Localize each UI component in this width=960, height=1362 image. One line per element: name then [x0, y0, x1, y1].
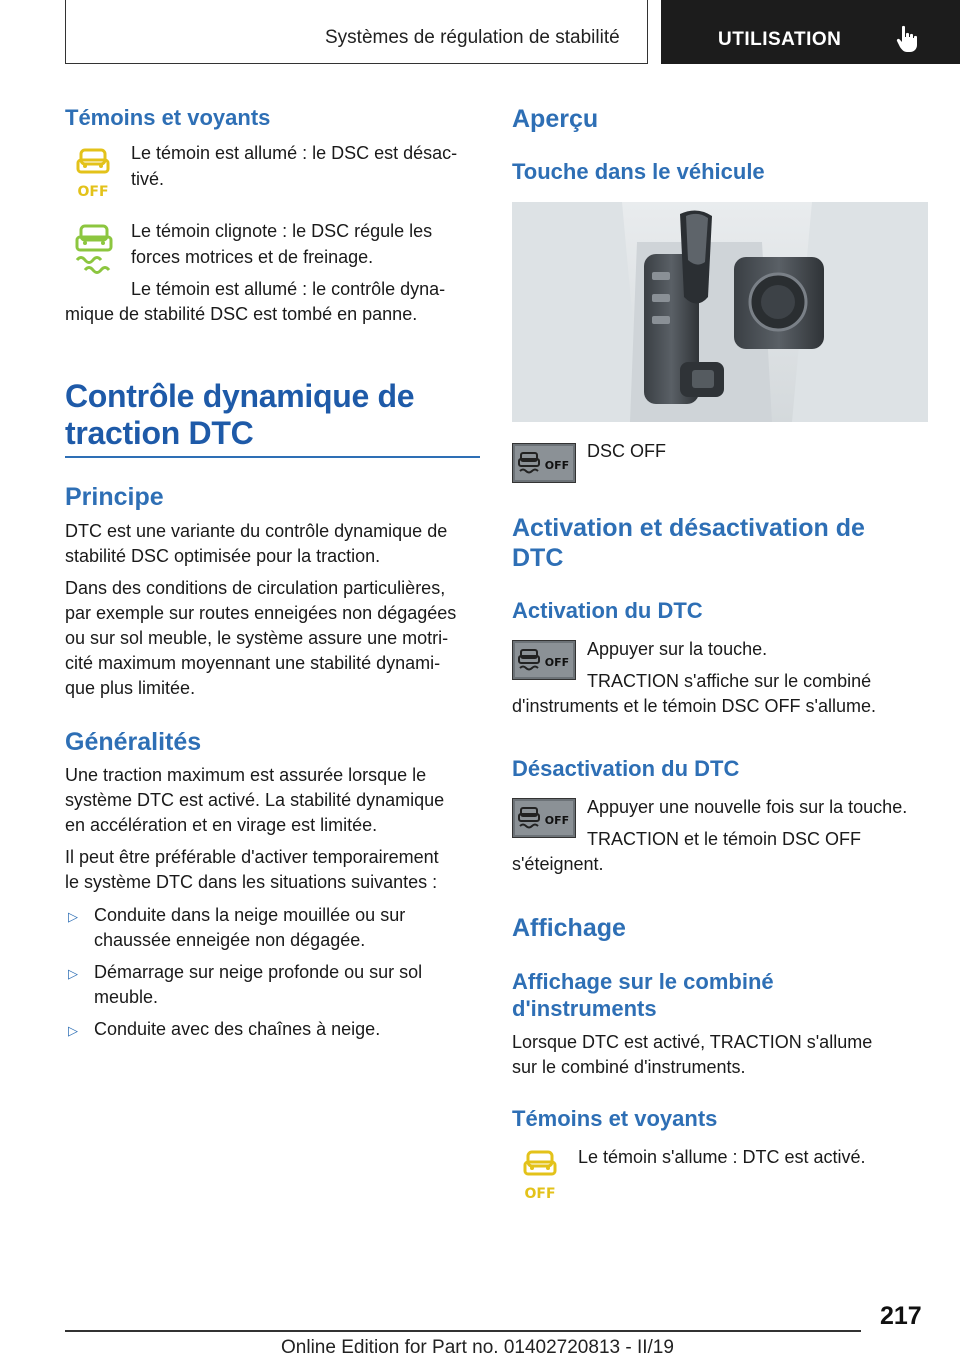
bullet-marker: ▷	[68, 966, 78, 981]
svg-text:OFF: OFF	[544, 656, 570, 669]
activation-title-line2: DTC	[512, 544, 564, 572]
dtc-title-line1: Contrôle dynamique de	[65, 378, 415, 414]
temoin1-line1: Le témoin est allumé : le DSC est désac‐	[131, 143, 458, 163]
temoins-heading-right: Témoins et voyants	[512, 1106, 718, 1131]
header-title: Systèmes de régulation de stabilité	[325, 27, 620, 48]
touche-heading: Touche dans le véhicule	[512, 159, 765, 184]
bullet2-l2: meuble.	[94, 987, 159, 1007]
temoin1-line2: tivé.	[131, 169, 165, 189]
pointing-hand-icon	[896, 25, 920, 53]
affichage-heading: Affichage	[512, 914, 626, 942]
temoin3-line1: Le témoin est allumé : le contrôle dyna‐	[131, 279, 446, 299]
svg-text:OFF: OFF	[544, 814, 570, 827]
aff-p-l1: Lorsque DTC est activé, TRACTION s'allume	[512, 1032, 873, 1052]
desactivation-heading: Désactivation du DTC	[512, 756, 740, 781]
dsc-active-icon	[71, 222, 117, 276]
bullet1-l2: chaussée enneigée non dégagée.	[94, 930, 366, 950]
footer-edition: Online Edition for Part no. 01402720813 - II/19	[281, 1337, 674, 1358]
des-p1: Appuyer une nouvelle fois sur la touche.	[587, 797, 908, 817]
dtc-warning-icon	[522, 1150, 558, 1202]
section-rule	[65, 456, 480, 458]
bullet-marker: ▷	[68, 909, 78, 924]
affichage-sub-line2: d'instruments	[512, 996, 657, 1021]
principe-heading: Principe	[65, 483, 164, 511]
act-p1: Appuyer sur la touche.	[587, 639, 768, 659]
principe-p1-l1: DTC est une variante du contrôle dynamique de	[65, 521, 448, 541]
bullet3-l1: Conduite avec des chaînes à neige.	[94, 1019, 381, 1039]
temoin2-line1: Le témoin clignote : le DSC régule les	[131, 221, 433, 241]
aff-p-l2: sur le combiné d'instruments.	[512, 1057, 746, 1077]
temoin3-line2: mique de stabilité DSC est tombé en panne.	[65, 304, 418, 324]
temoins-heading: Témoins et voyants	[65, 105, 271, 130]
dsc-off-label: DSC OFF	[587, 441, 666, 461]
generalites-heading: Généralités	[65, 728, 202, 756]
dtc-title-line2: traction DTC	[65, 415, 254, 451]
dsc-off-button-icon	[512, 443, 576, 483]
principe-p2-l2: par exemple sur routes enneigées non dégagées	[65, 603, 457, 623]
gen-p1-l2: système DTC est activé. La stabilité dynamique	[65, 790, 445, 810]
center-console-photo	[512, 202, 928, 422]
principe-p1-l2: stabilité DSC optimisée pour la traction.	[65, 546, 381, 566]
act-p2-l2: d'instruments et le témoin DSC OFF s'allume.	[512, 696, 876, 716]
des-p2-l1: TRACTION et le témoin DSC OFF	[587, 829, 862, 849]
bullet1-l1: Conduite dans la neige mouillée ou sur	[94, 905, 406, 925]
gen-p2-l2: le système DTC dans les situations suivantes :	[65, 872, 438, 892]
header-section-label: UTILISATION	[718, 29, 842, 50]
dsc-off-warning-icon	[75, 148, 111, 200]
dsc-off-button-icon	[512, 640, 576, 680]
dsc-off-button-icon	[512, 798, 576, 838]
principe-p2-l1: Dans des conditions de circulation particulières,	[65, 578, 446, 598]
act-p2-l1: TRACTION s'affiche sur le combiné	[587, 671, 872, 691]
activation-heading: Activation du DTC	[512, 598, 703, 623]
des-p2-l2: s'éteignent.	[512, 854, 604, 874]
svg-text:OFF: OFF	[544, 459, 570, 472]
bullet-marker: ▷	[68, 1023, 78, 1038]
principe-p2-l5: que plus limitée.	[65, 678, 196, 698]
gen-p1-l3: en accélération et en virage est limitée.	[65, 815, 378, 835]
svg-text:OFF: OFF	[524, 1186, 556, 1202]
gen-p1-l1: Une traction maximum est assurée lorsque le	[65, 765, 427, 785]
svg-text:OFF: OFF	[77, 184, 109, 200]
temoin-dtc-text: Le témoin s'allume : DTC est activé.	[578, 1147, 866, 1167]
page-number: 217	[880, 1302, 922, 1330]
footer-rule	[65, 1330, 861, 1332]
principe-p2-l3: ou sur sol meuble, le système assure une motri‐	[65, 628, 449, 648]
affichage-sub-line1: Affichage sur le combiné	[512, 969, 774, 994]
temoin2-line2: forces motrices et de freinage.	[131, 247, 374, 267]
apercu-heading: Aperçu	[512, 105, 599, 133]
activation-title-line1: Activation et désactivation de	[512, 514, 865, 542]
gen-p2-l1: Il peut être préférable d'activer temporairement	[65, 847, 439, 867]
principe-p2-l4: cité maximum moyennant une stabilité dynami‐	[65, 653, 441, 673]
bullet2-l1: Démarrage sur neige profonde ou sur sol	[94, 962, 423, 982]
